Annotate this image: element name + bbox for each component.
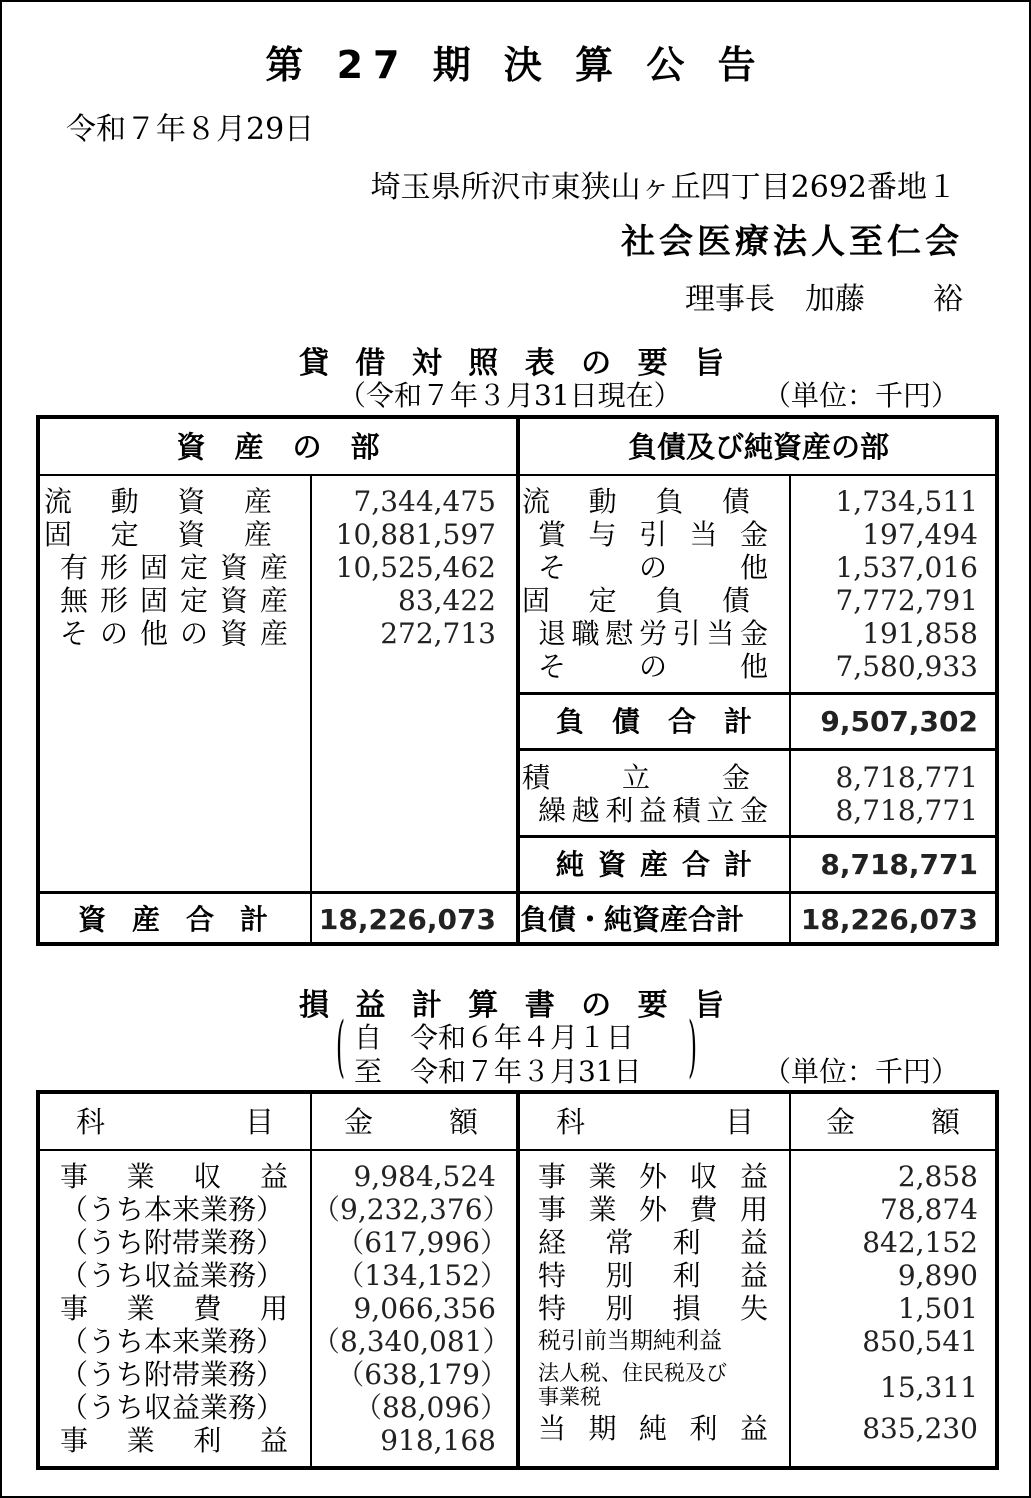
- income-item-value: 835,230: [862, 1412, 978, 1445]
- announcement-date: 令和７年８月29日: [66, 112, 315, 147]
- announcement-title: 第 27 期 決 算 公 告: [265, 43, 766, 87]
- asset-label: 有形固定資産: [60, 551, 288, 584]
- column-item-left: 科 目: [76, 1105, 274, 1139]
- representative-family-name: 加藤: [805, 282, 865, 317]
- net-asset-value: 8,718,771: [835, 761, 978, 794]
- income-item-label-line2: 事業税: [538, 1385, 601, 1409]
- liability-value: 1,537,016: [835, 551, 978, 584]
- income-item-label: 税引前当期純利益: [538, 1328, 722, 1354]
- period-close-paren: ): [688, 1008, 698, 1085]
- income-item-label: 事 業 利 益: [60, 1424, 288, 1457]
- liability-label: 賞与引当金: [538, 518, 768, 551]
- representative: [685, 274, 963, 318]
- income-item-label: 経 常 利 益: [538, 1226, 768, 1259]
- assets-total-label: 資 産 合 計: [78, 903, 268, 936]
- representative-given-name: 裕: [933, 282, 963, 317]
- liabilities-header: 負債及び純資産の部: [627, 430, 889, 464]
- income-item-label: 当 期 純 利 益: [538, 1412, 768, 1445]
- income-item-value: 850,541: [862, 1325, 978, 1358]
- income-item-label: 特 別 利 益: [538, 1259, 768, 1292]
- income-statement-table: [36, 1090, 999, 1470]
- asset-value: 7,344,475: [353, 485, 496, 518]
- company-address: 埼玉県所沢市東狭山ヶ丘四丁目2692番地１: [370, 170, 957, 205]
- liabilities-total-value: 9,507,302: [820, 705, 978, 738]
- asset-label: 無形固定資産: [60, 584, 288, 617]
- income-item-label: （うち収益業務）: [60, 1391, 285, 1424]
- income-item-value: 2,858: [897, 1160, 978, 1193]
- period-from: 自 令和６年４月１日: [354, 1021, 635, 1054]
- income-item-value: 842,152: [862, 1226, 978, 1259]
- income-item-value: 9,890: [897, 1259, 978, 1292]
- liability-value: 7,580,933: [835, 650, 978, 683]
- grand-total-value: 18,226,073: [800, 903, 978, 936]
- income-item-value: （134,152）: [336, 1259, 508, 1292]
- liability-value: 1,734,511: [835, 485, 978, 518]
- liability-value: 191,858: [862, 617, 978, 650]
- income-item-value: （638,179）: [336, 1358, 508, 1391]
- liability-label: 流 動 負 債: [522, 485, 750, 518]
- income-item-label: 特 別 損 失: [538, 1292, 768, 1325]
- income-item-value: （88,096）: [354, 1391, 508, 1424]
- income-item-value: （617,996）: [336, 1226, 508, 1259]
- period-to: 至 令和７年３月31日: [354, 1055, 642, 1088]
- balance-sheet-unit: （単位：千円）: [762, 379, 959, 412]
- asset-label: 固 定 資 産: [44, 518, 272, 551]
- income-item-label: （うち附帯業務）: [60, 1226, 285, 1259]
- grand-total-label: 負債・純資産合計: [520, 903, 745, 936]
- asset-value: 10,881,597: [335, 518, 496, 551]
- company-name: 社会医療法人至仁会: [621, 222, 963, 262]
- asset-value: 10,525,462: [335, 551, 496, 584]
- income-item-label: （うち収益業務）: [60, 1259, 285, 1292]
- liability-label: そ の 他: [538, 650, 768, 683]
- asset-value: 83,422: [398, 584, 496, 617]
- net-assets-total-label: 純 資 産 合 計: [556, 848, 752, 881]
- asset-label: その他の資産: [60, 617, 288, 650]
- assets-total-value: 18,226,073: [318, 903, 496, 936]
- net-asset-label: 繰越利益積立金: [538, 794, 768, 827]
- asset-value: 272,713: [380, 617, 496, 650]
- balance-sheet-title: 貸 借 対 照 表 の 要 旨: [298, 346, 733, 381]
- net-asset-value: 8,718,771: [835, 794, 978, 827]
- income-item-value: 9,066,356: [353, 1292, 496, 1325]
- asset-label: 流 動 資 産: [44, 485, 272, 518]
- income-item-value: 918,168: [380, 1424, 496, 1457]
- income-statement-unit: （単位：千円）: [762, 1055, 959, 1088]
- net-asset-label: 積 立 金: [522, 761, 750, 794]
- income-item-label: 事業外費用: [538, 1193, 768, 1226]
- liability-label: そ の 他: [538, 551, 768, 584]
- column-amount-left: 金 額: [344, 1105, 478, 1139]
- representative-title: 理事長: [685, 282, 775, 317]
- liability-value: 197,494: [862, 518, 978, 551]
- income-item-label: 事業外収益: [538, 1160, 768, 1193]
- income-item-label: （うち本来業務）: [60, 1193, 285, 1226]
- income-item-label: 事 業 費 用: [60, 1292, 288, 1325]
- column-amount-right: 金 額: [826, 1105, 960, 1139]
- period-open-paren: (: [336, 1008, 346, 1085]
- income-item-label: （うち本来業務）: [60, 1325, 285, 1358]
- income-item-value: （9,232,376）: [312, 1193, 511, 1226]
- income-item-label: 事 業 収 益: [60, 1160, 288, 1193]
- income-item-label: （うち附帯業務）: [60, 1358, 285, 1391]
- liability-label: 固 定 負 債: [522, 584, 750, 617]
- income-item-value: 78,874: [880, 1193, 978, 1226]
- liability-label: 退職慰労引当金: [538, 617, 768, 650]
- balance-sheet-date: （令和７年３月31日現在）: [338, 379, 682, 412]
- income-item-value: （8,340,081）: [312, 1325, 511, 1358]
- column-item-right: 科 目: [556, 1105, 754, 1139]
- liabilities-total-label: 負 債 合 計: [556, 705, 752, 738]
- income-item-value: 9,984,524: [353, 1160, 496, 1193]
- balance-sheet-table: [36, 415, 999, 946]
- income-statement-title: 損 益 計 算 書 の 要 旨: [298, 988, 733, 1023]
- income-item-value: 15,311: [880, 1371, 978, 1404]
- liability-value: 7,772,791: [835, 584, 978, 617]
- net-assets-total-value: 8,718,771: [820, 848, 978, 881]
- income-item-label-line1: 法人税、住民税及び: [538, 1361, 727, 1385]
- assets-header: 資 産 の 部: [176, 430, 380, 464]
- income-item-value: 1,501: [897, 1292, 978, 1325]
